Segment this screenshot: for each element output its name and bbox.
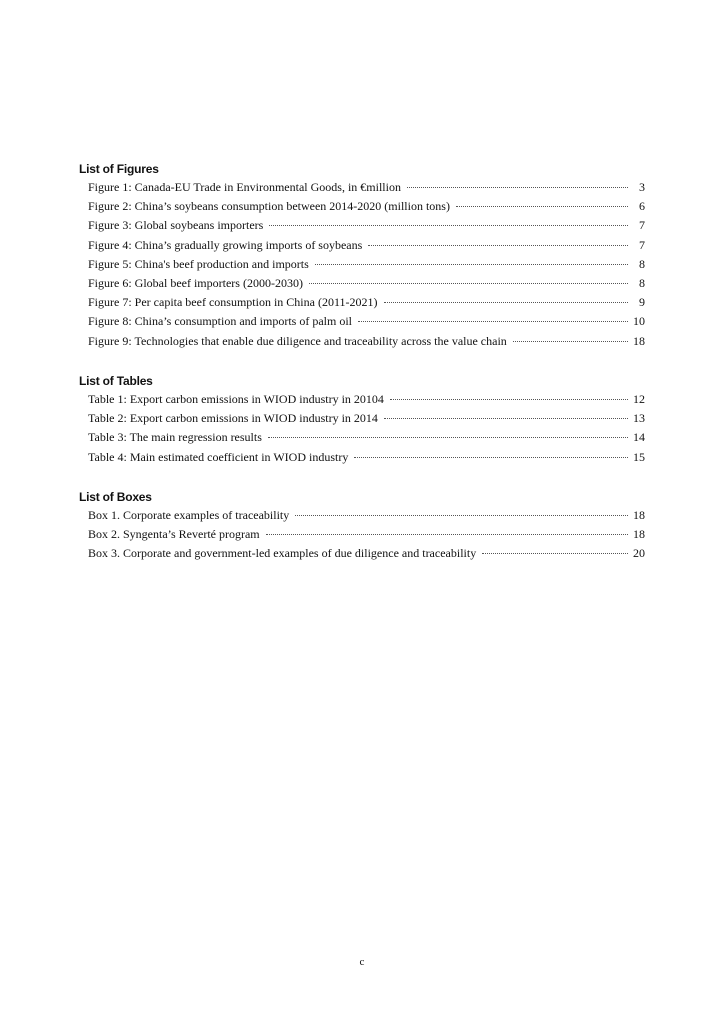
dot-leader [456, 206, 628, 207]
dot-leader [295, 515, 628, 516]
box-entry-3[interactable] [79, 544, 645, 563]
dot-leader [354, 457, 628, 458]
figure-entry-1[interactable] [79, 178, 645, 197]
table-entry-1[interactable] [79, 390, 645, 409]
dot-leader [269, 225, 628, 226]
figure-entry-7[interactable] [79, 293, 645, 312]
toc-entry-label: Box 2. Syngenta’s Reverté program [88, 527, 260, 542]
toc-entry-label: Figure 8: China’s consumption and imports of palm oil [88, 314, 352, 329]
toc-entry-label: Figure 6: Global beef importers (2000-2030) [88, 275, 303, 290]
list-of-figures [79, 178, 645, 351]
toc-entry-page: 18 [633, 508, 645, 522]
toc-entry-label: Figure 5: China's beef production and imports [88, 256, 309, 271]
toc-entry-page: 13 [633, 411, 645, 426]
list-of-figures-section [79, 160, 645, 351]
dot-leader [368, 245, 628, 246]
toc-entry-label: Box 3. Corporate and government-led examples of due diligence and traceability [88, 546, 477, 561]
toc-entry-label: Figure 7: Per capita beef consumption in China (2011-2021) [88, 295, 378, 310]
list-of-boxes-heading: List of Boxes [79, 490, 152, 504]
dot-leader [384, 418, 628, 419]
list-of-boxes [79, 506, 645, 564]
toc-entry-page: 7 [639, 237, 645, 252]
toc-entry-page: 8 [639, 275, 645, 290]
dot-leader [482, 553, 628, 554]
dot-leader [407, 187, 628, 188]
dot-leader [390, 399, 628, 400]
table-entry-3[interactable] [79, 428, 645, 447]
dot-leader [384, 302, 629, 303]
dot-leader [268, 437, 628, 438]
list-of-tables [79, 390, 645, 467]
toc-entry-page: 10 [633, 314, 645, 329]
figure-entry-2[interactable] [79, 197, 645, 216]
toc-entry-label: Table 2: Export carbon emissions in WIOD industry in 2014 [88, 411, 378, 426]
toc-entry-label: Table 1: Export carbon emissions in WIOD industry in 20104 [88, 392, 384, 406]
toc-entry-label: Figure 9: Technologies that enable due diligence and traceability across the value chain [88, 333, 507, 348]
toc-entry-page: 12 [633, 392, 645, 406]
toc-entry-label: Table 4: Main estimated coefficient in WIOD industry [88, 449, 349, 464]
table-entry-2[interactable] [79, 409, 645, 428]
figure-entry-3[interactable] [79, 216, 645, 235]
list-of-figures-heading: List of Figures [79, 162, 159, 176]
toc-entry-page: 8 [639, 256, 645, 271]
figure-entry-5[interactable] [79, 255, 645, 274]
figure-entry-6[interactable] [79, 274, 645, 293]
toc-entry-page: 3 [639, 180, 645, 194]
toc-entry-page: 18 [633, 333, 645, 348]
toc-entry-page: 6 [639, 199, 645, 214]
toc-entry-page: 20 [633, 546, 645, 561]
toc-entry-label: Figure 1: Canada-EU Trade in Environmental Goods, in €million [88, 180, 401, 194]
list-of-tables-heading: List of Tables [79, 374, 153, 388]
box-entry-2[interactable] [79, 525, 645, 544]
dot-leader [513, 341, 628, 342]
toc-entry-label: Box 1. Corporate examples of traceability [88, 508, 290, 522]
toc-entry-label: Figure 3: Global soybeans importers [88, 218, 264, 233]
box-entry-1[interactable] [79, 506, 645, 525]
toc-entry-label: Figure 4: China’s gradually growing imports of soybeans [88, 237, 363, 252]
toc-entry-page: 9 [639, 295, 645, 310]
dot-leader [266, 534, 628, 535]
toc-entry-label: Figure 2: China’s soybeans consumption between 2014-2020 (million tons) [88, 199, 450, 214]
toc-entry-page: 14 [633, 430, 645, 445]
list-of-tables-section [79, 372, 645, 467]
table-entry-4[interactable] [79, 448, 645, 467]
dot-leader [315, 264, 628, 265]
figure-entry-8[interactable] [79, 312, 645, 331]
figure-entry-4[interactable] [79, 236, 645, 255]
list-of-boxes-section [79, 488, 645, 564]
page-number: c [359, 956, 365, 968]
toc-entry-page: 15 [633, 449, 645, 464]
toc-entry-label: Table 3: The main regression results [88, 430, 262, 445]
dot-leader [358, 321, 628, 322]
dot-leader [309, 283, 628, 284]
figure-entry-9[interactable] [79, 332, 645, 351]
toc-entry-page: 7 [639, 218, 645, 233]
toc-entry-page: 18 [633, 527, 645, 542]
